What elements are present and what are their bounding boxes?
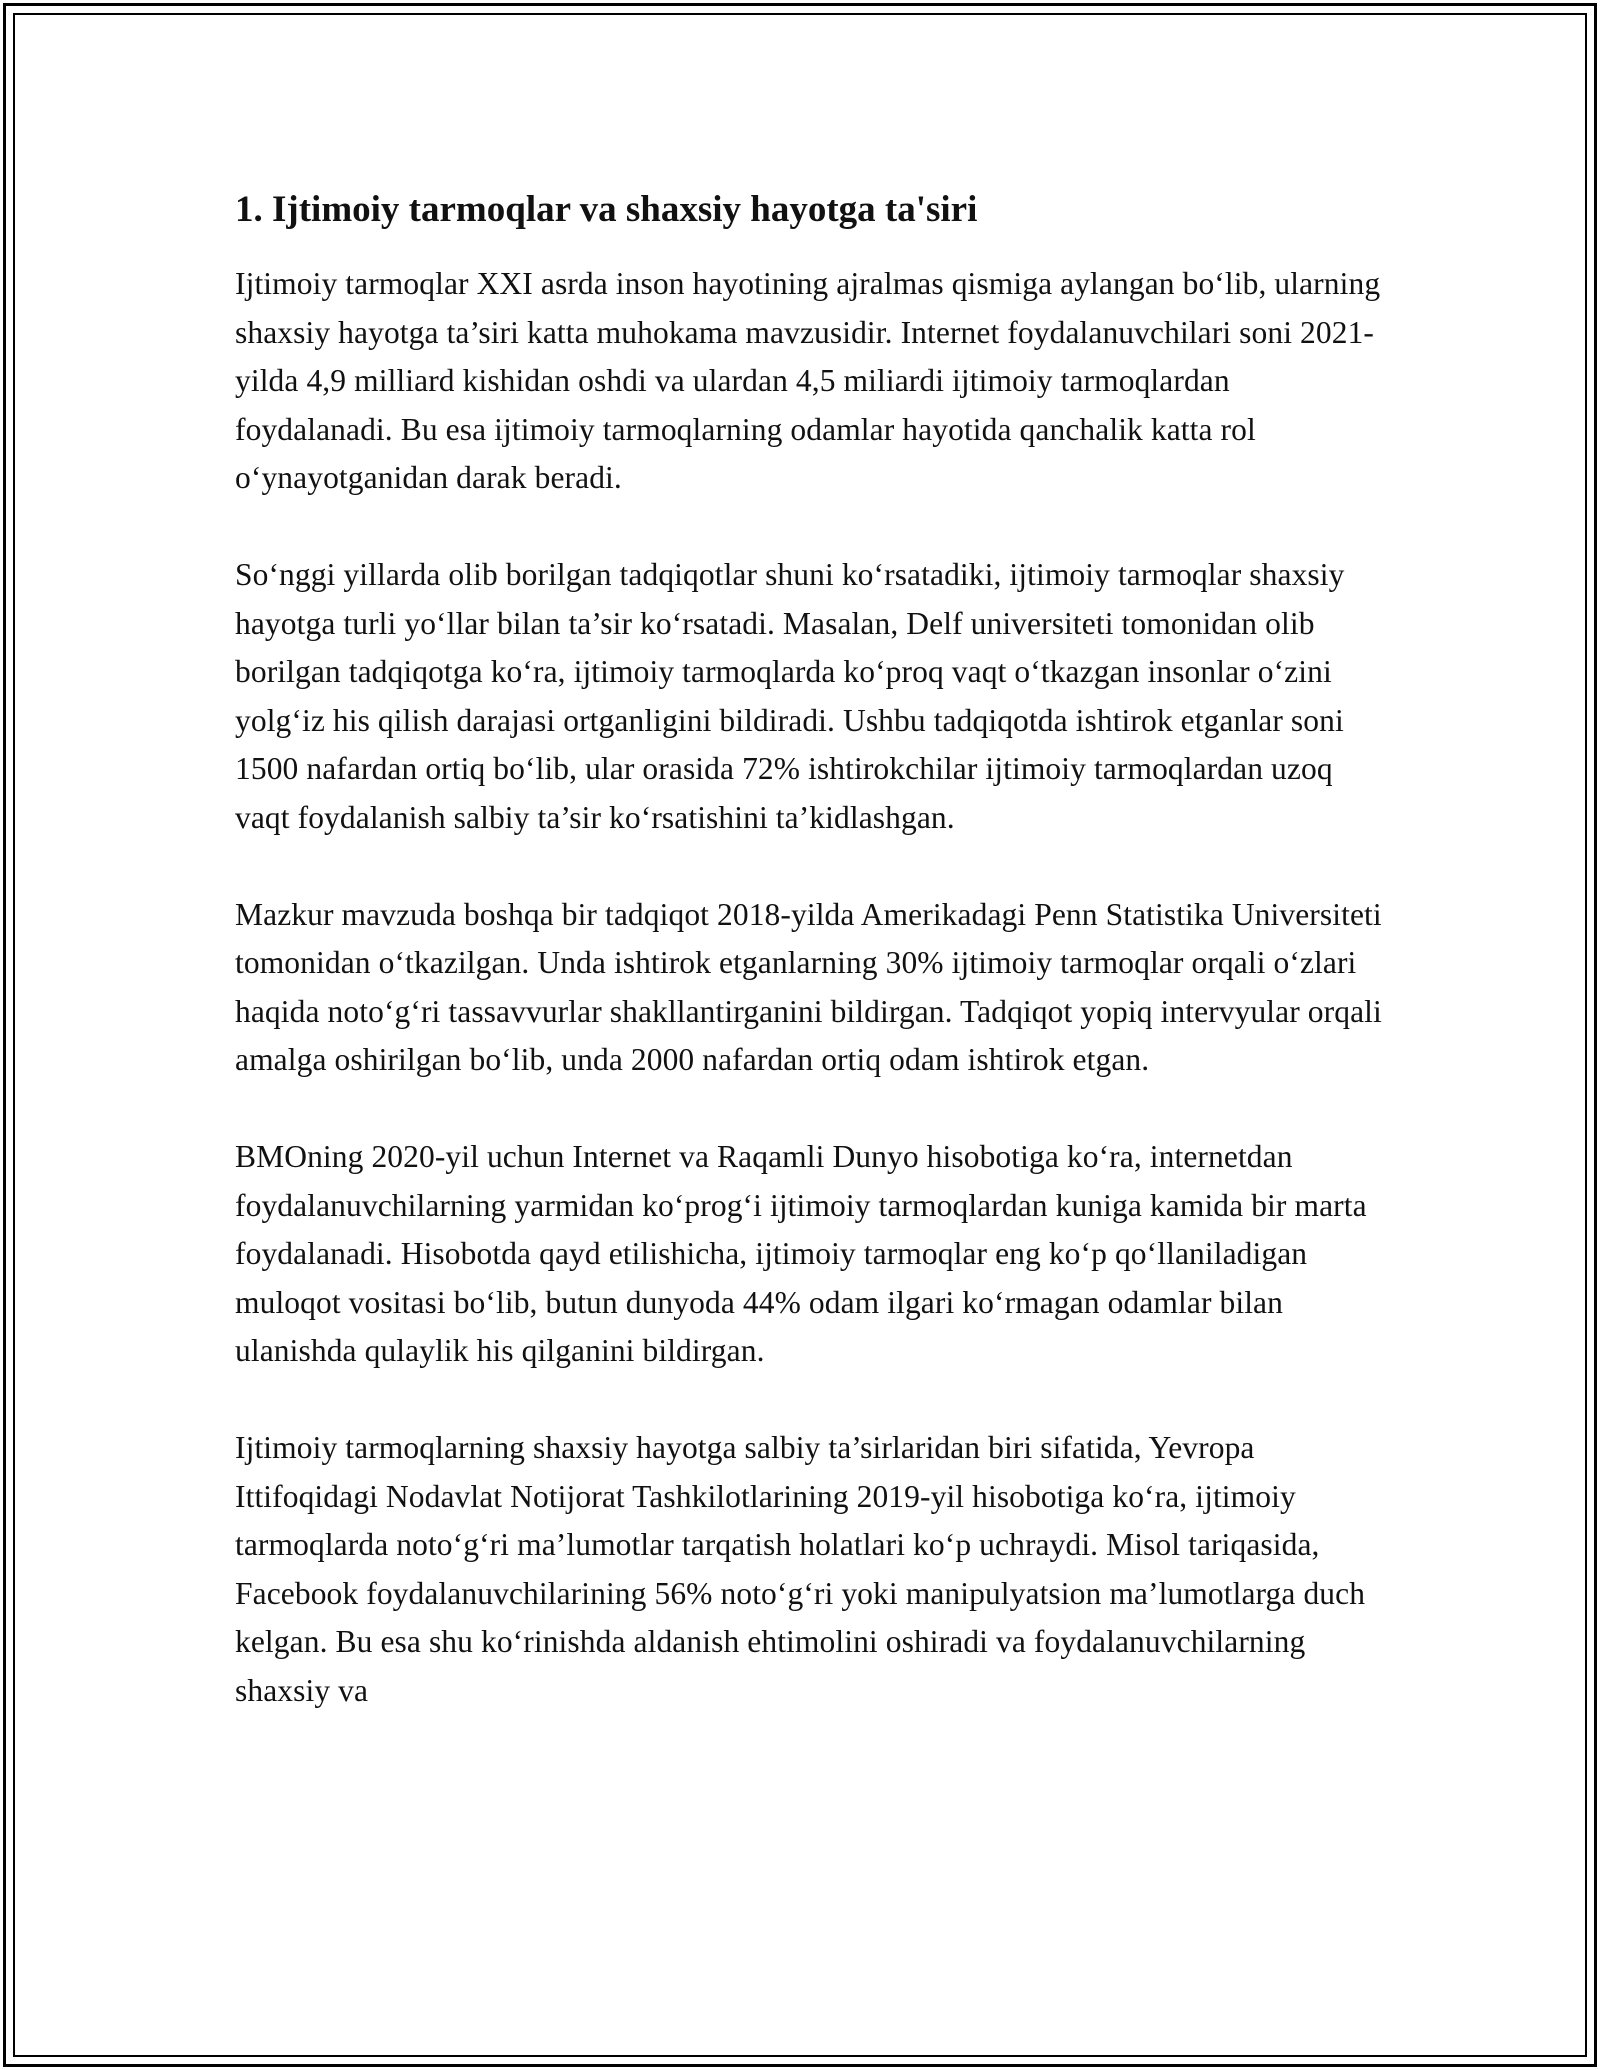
document-body [235,186,1385,1715]
paragraph-1: Ijtimoiy tarmoqlar XXI asrda inson hayotining ajralmas qismiga aylangan bo‘lib, ularning shaxsiy hayotga ta’siri katta muhokama mavzusidir. Internet foydalanuvchilari soni 2021-yilda 4,9 milliard kishidan oshdi va ulardan 4,5 miliardi ijtimoiy tarmoqlardan foydalanadi. Bu esa ijtimoiy tarmoqlarning odamlar hayotida qanchalik katta rol o‘ynayotganidan darak beradi. [235,266,1381,495]
paragraph-2: So‘nggi yillarda olib borilgan tadqiqotlar shuni ko‘rsatadiki, ijtimoiy tarmoqlar shaxsiy hayotga turli yo‘llar bilan ta’sir ko‘rsatadi. Masalan, Delf universiteti tomonidan olib borilgan tadqiqotga ko‘ra, ijtimoiy tarmoqlarda ko‘proq vaqt o‘tkazgan insonlar o‘zini yolg‘iz his qilish darajasi ortganligini bildiradi. Ushbu tadqiqotda ishtirok etganlar soni 1500 nafardan ortiq bo‘lib, ular orasida 72% ishtirokchilar ijtimoiy tarmoqlardan uzoq vaqt foydalanish salbiy ta’sir ko‘rsatishini ta’kidlashgan. [235,557,1345,835]
section-heading: 1. Ijtimoiy tarmoqlar va shaxsiy hayotga ta'siri [235,189,978,230]
paragraph-4: BMOning 2020-yil uchun Internet va Raqamli Dunyo hisobotiga ko‘ra, internetdan foydalanuvchilarning yarmidan ko‘prog‘i ijtimoiy tarmoqlardan kuniga kamida bir marta foydalanadi. Hisobotda qayd etilishicha, ijtimoiy tarmoqlar eng ko‘p qo‘llaniladigan muloqot vositasi bo‘lib, butun dunyoda 44% odam ilgari ko‘rmagan odamlar bilan ulanishda qulaylik his qilganini bildirgan. [235,1139,1367,1368]
paragraph-3: Mazkur mavzuda boshqa bir tadqiqot 2018-yilda Amerikadagi Penn Statistika Universiteti tomonidan o‘tkazilgan. Unda ishtirok etganlarning 30% ijtimoiy tarmoqlar orqali o‘zlari haqida noto‘g‘ri tassavvurlar shakllantirganini bildirgan. Tadqiqot yopiq intervyular orqali amalga oshirilgan bo‘lib, unda 2000 nafardan ortiq odam ishtirok etgan. [235,896,1382,1077]
paragraph-5: Ijtimoiy tarmoqlarning shaxsiy hayotga salbiy ta’sirlaridan biri sifatida, Yevropa Ittifoqidagi Nodavlat Notijorat Tashkilotlarining 2019-yil hisobotiga ko‘ra, ijtimoiy tarmoqlarda noto‘g‘ri ma’lumotlar tarqatish holatlari ko‘p uchraydi. Misol tariqasida, Facebook foydalanuvchilarining 56% noto‘g‘ri yoki manipulyatsion ma’lumotlarga duch kelgan. Bu esa shu ko‘rinishda aldanish ehtimolini oshiradi va foydalanuvchilarning shaxsiy va [235,1430,1366,1708]
